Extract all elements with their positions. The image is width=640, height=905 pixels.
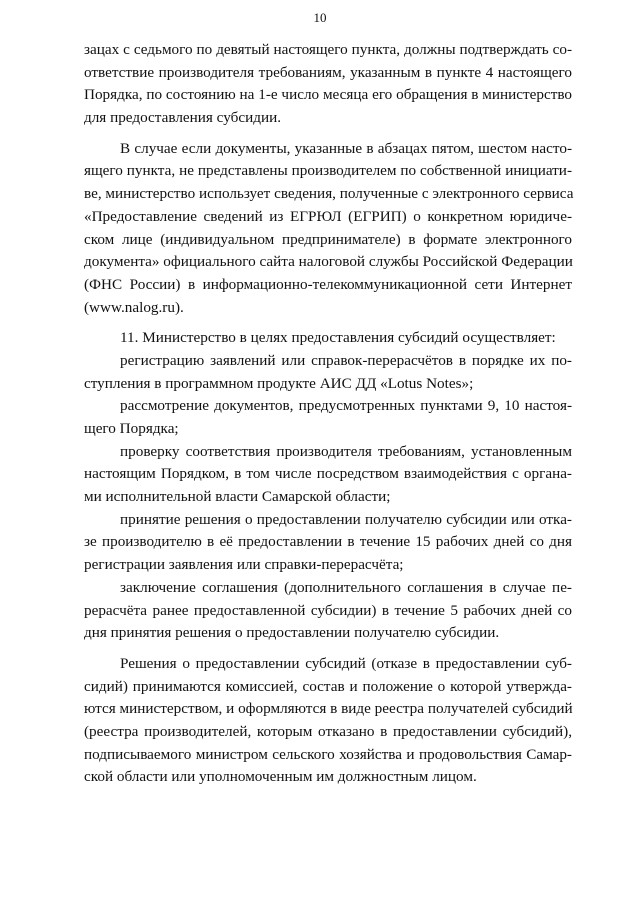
text-line: ской области или уполномоченным им должностным лицом. [84, 768, 477, 786]
text-line: регистрацию заявлений или справок-перерасчётов в порядке их по- [120, 351, 572, 369]
paragraph [84, 441, 572, 509]
paragraph [84, 509, 572, 577]
page-number: 10 [313, 10, 327, 25]
text-line: сидий) принимаются комиссией, состав и положение о которой утвержда- [84, 677, 572, 695]
paragraph [84, 653, 572, 789]
text-line: регистрации заявления или справки-перерасчёта; [84, 556, 404, 574]
text-line: проверку соответствия производителя требованиям, установленным [120, 442, 572, 460]
text-line: ве, министерство использует сведения, полученные с электронного сервиса [84, 185, 574, 203]
text-line: (www.nalog.ru). [84, 298, 184, 316]
text-line: Порядка, по состоянию на 1-е число месяца его обращения в министерство [84, 86, 572, 104]
text-line: Решения о предоставлении субсидий (отказе в предоставлении суб- [120, 654, 572, 672]
text-line: «Предоставление сведений из ЕГРЮЛ (ЕГРИП) о конкретном юридиче- [84, 207, 572, 225]
document-body [84, 39, 572, 789]
text-line: щего Порядка; [84, 420, 179, 437]
paragraph [84, 39, 572, 130]
paragraph [84, 395, 572, 440]
text-line: для предоставления субсидии. [84, 109, 281, 127]
text-line: рерасчёта ранее предоставленной субсидии) в течение 5 рабочих дней со [84, 601, 572, 619]
paragraph-gap [84, 319, 572, 327]
paragraph-gap [84, 645, 572, 653]
text-line: (реестра производителей, которым отказано в предоставлении субсидий), [84, 722, 572, 740]
text-line: зацах с седьмого по девятый настоящего пункта, должны подтверждать со- [84, 41, 572, 58]
text-line: заключение соглашения (дополнительного соглашения в случае пе- [120, 578, 572, 596]
text-line: подписываемого министром сельского хозяйства и продовольствия Самар- [84, 745, 572, 763]
text-line: ми исполнительной власти Самарской области; [84, 488, 391, 506]
text-line: 11. Министерство в целях предоставления субсидий осуществляет: [120, 329, 556, 347]
text-line: ются министерством, и оформляются в виде реестра получателей субсидий [84, 700, 573, 718]
text-line: ском лице (индивидуальном предпринимателе) в формате электронного [84, 230, 572, 248]
text-line: принятие решения о предоставлении получателю субсидии или отка- [120, 510, 572, 528]
text-line: рассмотрение документов, предусмотренных пунктами 9, 10 настоя- [120, 397, 572, 415]
text-line: (ФНС России) в информационно-телекоммуникационной сети Интернет [84, 275, 572, 293]
paragraph [84, 327, 572, 350]
text-line: ящего пункта, не представлены производителем по собственной инициати- [84, 162, 572, 180]
paragraph [84, 350, 572, 395]
paragraph [84, 138, 572, 320]
text-line: ответствие производителя требованиям, указанным в пункте 4 настоящего [84, 63, 572, 81]
text-line: настоящим Порядком, в том числе посредством взаимодействия с органа- [84, 465, 572, 483]
paragraph [84, 577, 572, 645]
text-line: ступления в программном продукте АИС ДД «Lotus Notes»; [84, 374, 474, 392]
text-line: зе производителю в её предоставлении в течение 15 рабочих дней со дня [84, 533, 572, 551]
text-line: В случае если документы, указанные в абзацах пятом, шестом насто- [120, 139, 572, 157]
text-line: дня принятия решения о предоставлении получателю субсидии. [84, 624, 500, 642]
text-line: документа» официального сайта налоговой службы Российской Федерации [84, 253, 573, 271]
paragraph-gap [84, 130, 572, 138]
